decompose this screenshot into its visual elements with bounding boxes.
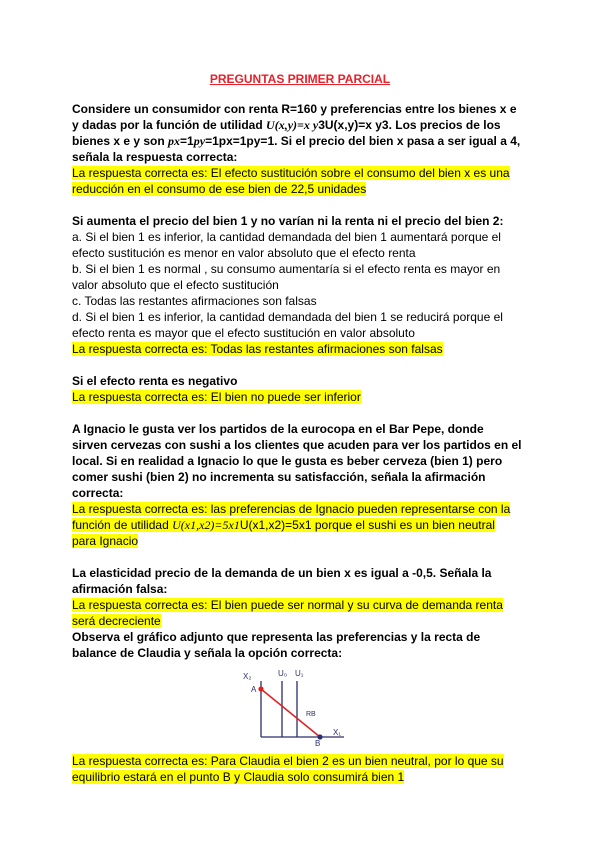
preferences-figure bbox=[72, 667, 522, 749]
answer-3: La respuesta correcta es: El bien no puede ser inferior bbox=[72, 390, 361, 404]
option-d: d. Si el bien 1 es inferior, la cantidad demandada del bien 1 se reducirá porque el efecto renta es mayor que el efecto sustitución en valor absoluto bbox=[72, 310, 503, 340]
question-6: Observa el gráfico adjunto que representa las preferencias y la recta de balance de Claudia y señala la opción correcta: bbox=[72, 630, 481, 660]
option-a: a. Si el bien 1 es inferior, la cantidad demandada del bien 1 aumentará porque el efecto sustitución es menor en valor absoluto que el efecto renta bbox=[72, 230, 501, 260]
budget-line-label: RB bbox=[306, 711, 316, 718]
option-b: b. Si el bien 1 es normal , su consumo aumentaría si el efecto renta es mayor en valor absoluto que el efecto sustitución bbox=[72, 262, 501, 292]
answer-4: La respuesta correcta es: las preferencias de Ignacio pueden representarse con la función de utilidad U(x1,x2)=5x1U(x1,x2)=5x1 porque el sushi es un bien neutral para Ignacio bbox=[72, 502, 511, 548]
utility-formula: U(x1,x2)=5x1 bbox=[172, 518, 240, 532]
question-4: A Ignacio le gusta ver los partidos de la eurocopa en el Bar Pepe, donde sirven cervezas con sushi a los clientes que acuden para ver los partidos en el local. Si en realidad a Ignacio lo que le gusta es beber cerveza (bien 1) pero comer sushi (bien 2) no incrementa su satisfacción, señala la afirmación correcta: bbox=[72, 422, 522, 500]
question-5: La elasticidad precio de la demanda de un bien x es igual a -0,5. Señala la afirmación falsa: bbox=[72, 566, 492, 596]
page-title: PREGUNTAS PRIMER PARCIAL bbox=[209, 72, 391, 86]
question-1: Considere un consumidor con renta R=160 y preferencias entre los bienes x e y dadas por la función de utilidad U(x,y)=x y3U(x,y)=x y3. Los precios de los bienes x e y son px=1py=1px=1py=1. Si el precio del bien x pasa a ser igual a 4, señala la respuesta correcta: bbox=[72, 102, 521, 164]
utility-formula: U(x,y)=x y bbox=[266, 118, 319, 132]
point-b-label: B bbox=[315, 739, 321, 747]
document-body bbox=[72, 101, 522, 785]
indifference-sketch bbox=[240, 667, 350, 747]
answer-2: La respuesta correcta es: Todas las restantes afirmaciones son falsas bbox=[72, 342, 443, 356]
option-c: c. Todas las restantes afirmaciones son falsas bbox=[72, 294, 317, 308]
answer-6: La respuesta correcta es: Para Claudia el bien 2 es un bien neutral, por lo que su equilibrio estará en el punto B y Claudia solo consumirá bien 1 bbox=[72, 754, 504, 784]
u0-label: U₀ bbox=[278, 669, 288, 678]
x-axis-label: X₁ bbox=[333, 728, 342, 737]
u1-label: U₁ bbox=[295, 669, 304, 678]
question-2: Si aumenta el precio del bien 1 y no varían ni la renta ni el precio del bien 2: bbox=[72, 214, 504, 228]
question-3: Si el efecto renta es negativo bbox=[72, 374, 238, 388]
point-a bbox=[258, 686, 263, 691]
answer-1: La respuesta correcta es: El efecto sustitución sobre el consumo del bien x es una reducción en el consumo de ese bien de 22,5 unidades bbox=[72, 166, 510, 196]
answer-5: La respuesta correcta es: El bien puede ser normal y su curva de demanda renta será decreciente bbox=[72, 598, 503, 628]
y-axis-label: X₂ bbox=[243, 672, 252, 681]
point-a-label: A bbox=[251, 685, 257, 694]
